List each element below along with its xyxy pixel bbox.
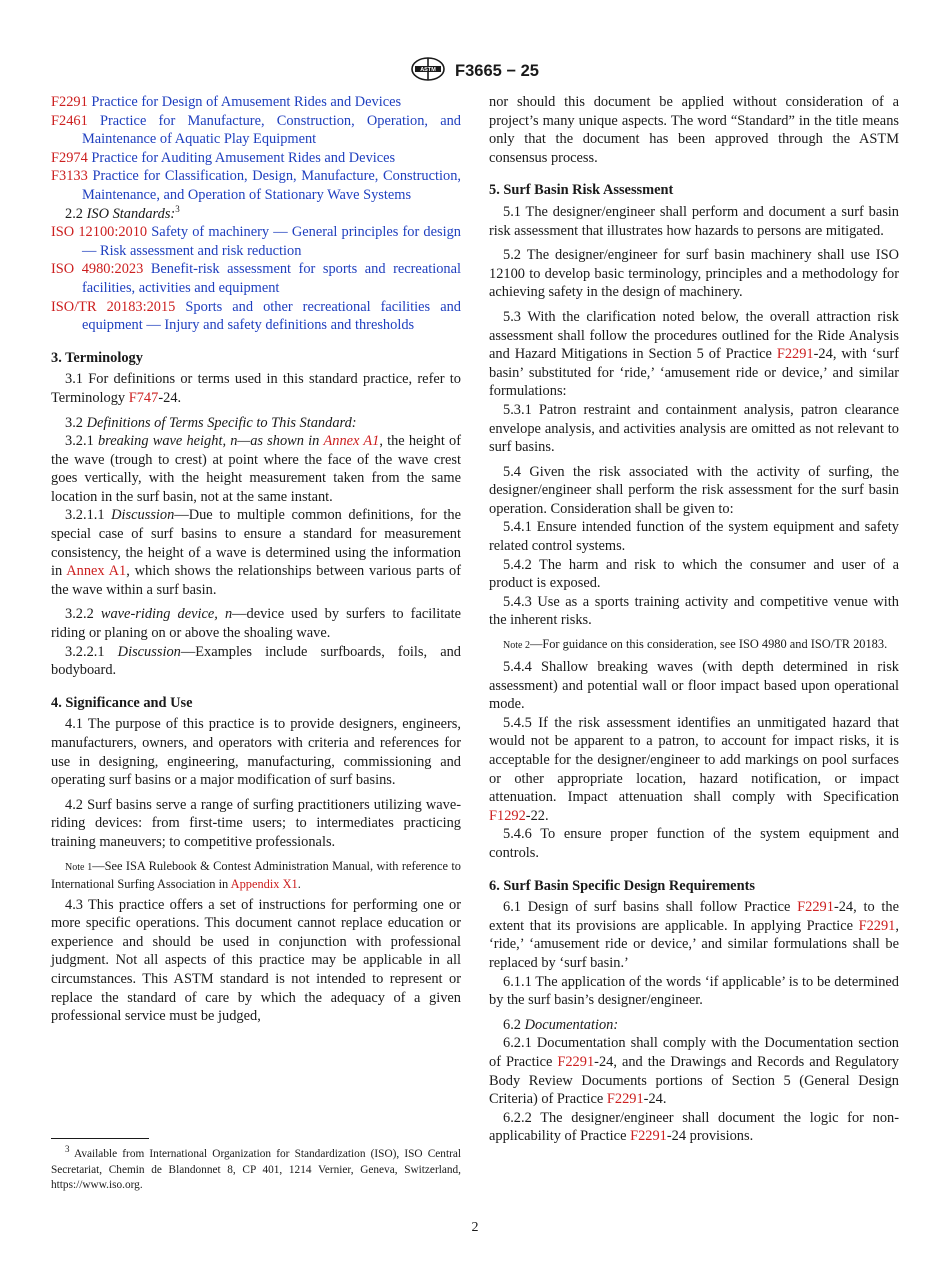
ref-title[interactable]: Practice for Auditing Amusement Rides and Devices (91, 149, 396, 166)
para-3-1: 3.1 For definitions or terms used in this standard practice, refer to Terminology F747-24. (51, 371, 461, 406)
right-column (489, 93, 899, 1146)
reference-f2974 (51, 149, 461, 168)
link-annex-a1[interactable]: Annex A1 (323, 433, 380, 450)
para-3-2: 3.2 Definitions of Terms Specific to This Standard: (65, 414, 357, 431)
para-3-2-1: 3.2.1 breaking wave height, n—as shown in Annex A1, the height of the wave (trough to crest) at point where the face of the wave crest goes vertically, with the height measurement taken from the same location in the surf basin, not at the same instant. (51, 433, 461, 505)
para-6-2-1: 6.2.1 Documentation shall comply with the Documentation section of Practice F2291-24, and the Drawings and Records and Regulatory Body Review Documents portions of Section 5 (General Design Criteria) of Practice F2291-24. (489, 1035, 899, 1108)
ref-code[interactable]: F2974 (51, 149, 88, 166)
left-column (51, 93, 461, 1026)
para-5-1: 5.1 The designer/engineer shall perform and document a surf basin risk assessment that illustrates how hazards to persons are mitigated. (489, 203, 899, 239)
standard-designation: F3665 − 25 (455, 62, 539, 80)
para-3-2-1-1: 3.2.1.1 Discussion—Due to multiple common definitions, for the special case of surf basins to ensure a standard for measurement consistency, the height of a wave is determined using the information in Annex A1, which shows the relationships between various parts of the wave within a surf basin. (51, 507, 462, 598)
note-2: Note 2—For guidance on this consideration, see ISO 4980 and ISO/TR 20183. (503, 637, 888, 652)
ref-title[interactable]: Sports and other recreational facilities and equipment — Injury and safety definitions and thresholds (82, 298, 461, 334)
para-6-2: 6.2 Documentation: (503, 1016, 619, 1033)
ref-title[interactable]: Benefit-risk assessment for sports and recreational facilities, activities and equipment (82, 261, 461, 296)
ref-title[interactable]: Practice for Classification, Design, Manufacture, Construction, Maintenance, and Operation of Stationary Wave Systems (82, 168, 461, 203)
para-6-1-1: 6.1.1 The application of the words ‘if applicable’ is to be determined by the surf basin’s designer/engineer. (489, 973, 899, 1009)
para-4-2: 4.2 Surf basins serve a range of surfing practitioners utilizing wave-riding devices: from first-time users; to intermediates practicing training maneuvers; to competitive professionals. (51, 796, 461, 850)
ref-code[interactable]: ISO 12100:2010 (51, 224, 148, 241)
iso-standards-heading: 2.2 ISO Standards:$^3$ (65, 203, 180, 222)
para-5-2: 5.2 The designer/engineer for surf basin machinery shall use ISO 12100 to develop basic terminology, principles and a methodology for achieving safety in the design of machinery. (489, 247, 899, 301)
para-5-4-5: 5.4.5 If the risk assessment identifies an unmitigated hazard that would not be apparent to a patron, to account for impact risks, it is acceptable for the designer/engineer to add markings on pool surfaces or other appropriate location, hazard notification, or impact attenuation. Impact attenuation shall comply with Specification F1292-22. (489, 714, 899, 824)
link-appendix-x1[interactable]: Appendix X1 (230, 876, 298, 891)
link-f2291[interactable]: F2291 (606, 1091, 644, 1108)
footnote-divider (51, 1138, 149, 1139)
link-f2291[interactable]: F2291 (858, 917, 896, 934)
para-6-2-2: 6.2.2 The designer/engineer shall document the logic for non-applicability of Practice F2291-24 provisions. (489, 1109, 899, 1145)
page-number: 2 (471, 1220, 479, 1235)
reference-iso-tr-20183 (51, 298, 461, 335)
para-5-4-2: 5.4.2 The harm and risk to which the consumer and user of a product is exposed. (489, 556, 899, 592)
link-annex-a1[interactable]: Annex A1 (66, 563, 127, 580)
note-1: Note 1—See ISA Rulebook & Contest Administration Manual, with reference to International Surfing Association in Appendix X1. (51, 858, 461, 891)
link-f2291[interactable]: F2291 (797, 899, 834, 916)
link-f747[interactable]: F747 (128, 389, 159, 406)
ref-code[interactable]: ISO/TR 20183:2015 (51, 298, 176, 315)
ref-code[interactable]: F3133 (51, 168, 88, 185)
para-5-4-1: 5.4.1 Ensure intended function of the system equipment and safety related control systems. (489, 519, 899, 555)
link-f2291[interactable]: F2291 (557, 1053, 595, 1070)
para-5-3: 5.3 With the clarification noted below, the overall attraction risk assessment shall follow the procedures outlined for the Ride Analysis and Hazard Mitigations in Section 5 of Practice F2291-24, with ‘surf basin’ substituted for ‘ride,’ ‘amusement ride or device,’ and similar formulations: (489, 308, 899, 400)
link-f1292[interactable]: F1292 (489, 807, 526, 824)
reference-f2291 (51, 93, 461, 112)
reference-iso-4980 (51, 260, 461, 297)
section-4-heading: 4. Significance and Use (51, 694, 193, 711)
para-3-2-2-1: 3.2.2.1 Discussion—Examples include surfboards, foils, and bodyboard. (51, 643, 461, 679)
para-6-1: 6.1 Design of surf basins shall follow Practice F2291-24, to the extent that its provisions are applicable. In applying Practice F2291, ‘ride,’ ‘amusement ride or device,’ and similar formulations shall be replaced by ‘surf basin.’ (489, 899, 899, 971)
svg-text:ASTM: ASTM (420, 67, 436, 74)
para-4-1: 4.1 The purpose of this practice is to provide designers, engineers, manufacturers, owners, and operators with criteria and references for use in designing, engineering, manufacturing, commissioning and operating surf basins or a major modification of surf basins. (51, 716, 461, 789)
ref-code[interactable]: ISO 4980:2023 (51, 261, 144, 278)
reference-iso-12100 (51, 223, 461, 260)
para-5-3-1: 5.3.1 Patron restraint and containment analysis, patron clearance envelope analysis, and activities analysis are omitted as not relevant to surf basins. (489, 401, 899, 456)
para-4-3-continued: nor should this document be applied without consideration of a project’s many unique aspects. The word “Standard” in the title means only that the document has been approved through the ASTM consensus process. (489, 94, 899, 166)
ref-code[interactable]: F2461 (51, 112, 88, 129)
ref-title[interactable]: Practice for Manufacture, Construction, Operation, and Maintenance of Aquatic Play Equipment (82, 112, 461, 148)
reference-f2461 (51, 112, 461, 149)
section-6-heading: 6. Surf Basin Specific Design Requirements (489, 877, 755, 894)
section-5-heading: 5. Surf Basin Risk Assessment (489, 182, 674, 199)
link-f2291[interactable]: F2291 (630, 1128, 667, 1145)
para-5-4: 5.4 Given the risk associated with the activity of surfing, the designer/engineer shall perform the risk assessment for the surf basin operation. Consideration shall be given to: (489, 463, 899, 517)
para-5-4-3: 5.4.3 Use as a sports training activity and competitive venue with the inherent risks. (489, 593, 899, 629)
ref-code[interactable]: F2291 (51, 94, 88, 110)
astm-logo-icon (411, 57, 445, 86)
para-4-3: 4.3 This practice offers a set of instructions for performing one or more specific operations. This document cannot replace education or experience and should be used in conjunction with professional judgment. Not all aspects of this practice may be applicable in all circumstances. This ASTM standard is not intended to represent or replace the standard of care by which the adequacy of a given professional service must be judged, (51, 896, 461, 1025)
ref-title[interactable]: Practice for Design of Amusement Rides and Devices (91, 94, 402, 110)
para-3-2-2: 3.2.2 wave-riding device, n—device used by surfers to facilitate riding or planing on or above the shoaling wave. (51, 606, 461, 642)
section-3-heading: 3. Terminology (51, 349, 143, 366)
ref-title[interactable]: Safety of machinery — General principles for design — Risk assessment and risk reduction (82, 224, 461, 259)
para-5-4-6: 5.4.6 To ensure proper function of the system equipment and controls. (489, 826, 899, 861)
reference-f3133 (51, 167, 461, 204)
page-header (0, 57, 950, 81)
footnote-3: $^3$ Available from International Organization for Standardization (ISO), ISO Central Secretariat, Chemin de Blandonnet 8, CP 401, 1214 Vernier, Geneva, Switzerland, https://www.iso.org. (51, 1144, 461, 1191)
link-f2291[interactable]: F2291 (776, 346, 814, 363)
para-5-4-4: 5.4.4 Shallow breaking waves (with depth determined in risk assessment) and potential wall or floor impact based upon operational mode. (489, 659, 899, 713)
